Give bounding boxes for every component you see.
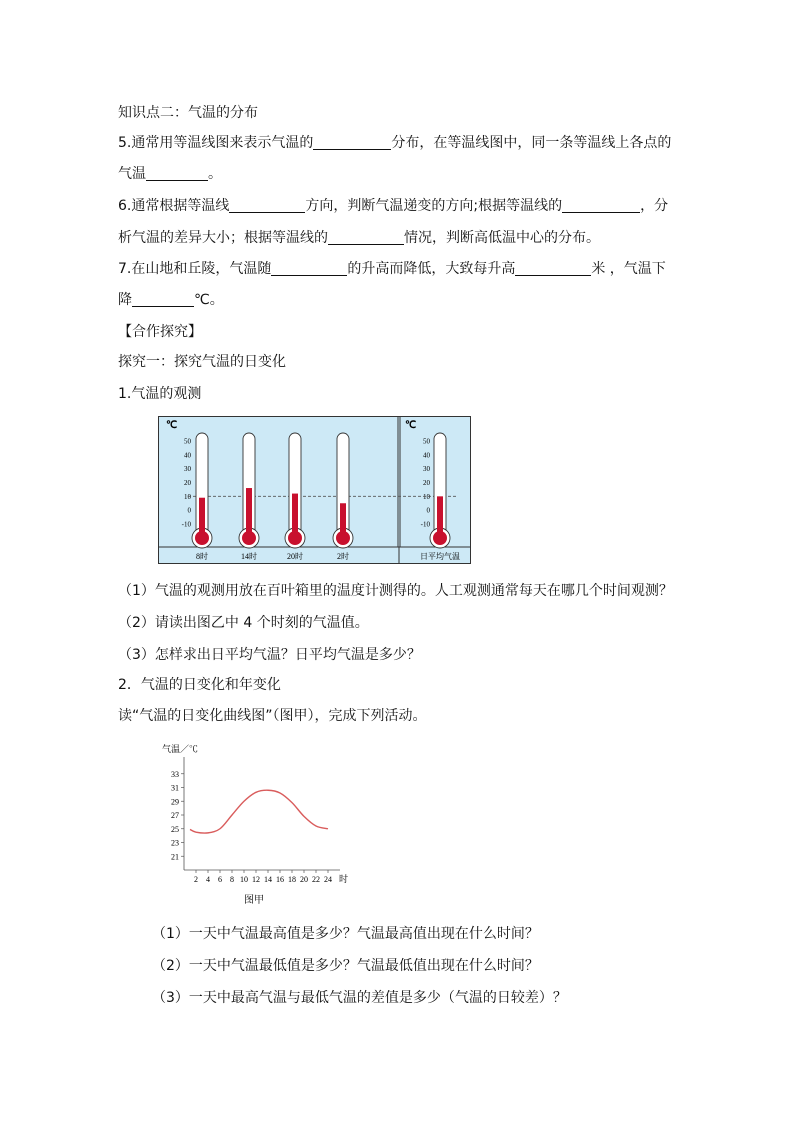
temperature-daily-chart — [158, 740, 358, 910]
mercury-column — [340, 503, 346, 534]
x-tick-label: 2 — [194, 875, 198, 884]
time-label: 20时 — [287, 552, 303, 561]
mercury-column — [437, 496, 443, 534]
question-6-line2 — [118, 228, 600, 248]
q7-text-d: 降 — [118, 292, 132, 308]
obs-question-3: （3）怎样求出日平均气温？日平均气温是多少？ — [118, 647, 421, 663]
fill-blank[interactable] — [271, 261, 347, 276]
y-tick-label: 33 — [171, 769, 179, 779]
q6-text-e: 情况，判断高低温中心的分布。 — [404, 230, 600, 246]
y-tick-label: 21 — [171, 852, 179, 862]
fill-blank[interactable] — [328, 230, 404, 245]
question-5-line1 — [118, 133, 671, 153]
q6-text-a: 6.通常根据等温线 — [118, 198, 230, 214]
coop-heading: 【合作探究】 — [118, 324, 202, 340]
change-title: 2．气温的日变化和年变化 — [118, 677, 281, 693]
explore-1-title: 探究一：探究气温的日变化 — [118, 354, 286, 370]
question-5-line2 — [118, 164, 222, 184]
tick-label: 0 — [426, 506, 430, 515]
q5-text-c: 气温 — [118, 166, 146, 182]
y-tick-label: 31 — [171, 783, 179, 793]
observation-title: 1.气温的观测 — [118, 386, 202, 402]
temperature-curve — [190, 790, 328, 833]
chart-question-2: （2）一天中气温最低值是多少？气温最低值出现在什么时间？ — [152, 958, 539, 974]
question-6-line1 — [118, 196, 668, 216]
x-tick-label: 16 — [276, 875, 284, 884]
x-tick-label: 6 — [218, 875, 222, 884]
y-tick-label: 25 — [171, 824, 179, 834]
fill-blank[interactable] — [229, 198, 305, 213]
chart-ylabel: 气温／℃ — [162, 744, 199, 754]
fill-blank[interactable] — [515, 261, 591, 276]
chart-xlabel: 时 — [339, 874, 349, 884]
time-label: 14时 — [241, 552, 257, 561]
time-label: 8时 — [196, 552, 208, 561]
x-tick-label: 14 — [264, 875, 272, 884]
tick-label: 30 — [423, 465, 430, 474]
obs-question-2: （2）请读出图乙中 4 个时刻的气温值。 — [118, 615, 369, 631]
mercury-column — [246, 488, 252, 534]
tick-label: 20 — [184, 479, 191, 487]
obs-question-1: （1）气温的观测用放在百叶箱里的温度计测得的。人工观测通常每天在哪几个时间观测？ — [118, 583, 673, 599]
question-7-line1 — [118, 259, 666, 279]
x-tick-label: 20 — [300, 875, 308, 884]
unit-label-2: ℃ — [405, 420, 417, 431]
x-tick-label: 10 — [240, 875, 248, 884]
y-tick-label: 23 — [171, 838, 179, 848]
tick-label: 50 — [184, 437, 191, 446]
mercury-column — [199, 498, 205, 534]
y-tick-label: 27 — [171, 811, 179, 820]
thermometer-figure — [158, 416, 472, 565]
x-tick-label: 8 — [230, 875, 234, 884]
tick-label: 40 — [423, 451, 430, 460]
q6-text-d: 析气温的差异大小；根据等温线的 — [118, 230, 328, 246]
fill-blank[interactable] — [562, 198, 640, 213]
fill-blank[interactable] — [132, 292, 194, 307]
q7-text-b: 的升高而降低，大致每升高 — [347, 261, 516, 277]
q7-text-a: 7.在山地和丘陵，气温随 — [118, 261, 272, 277]
chart-question-3: （3）一天中最高气温与最低气温的差值是多少（气温的日较差）？ — [152, 990, 567, 1006]
q7-text-c: 米 ，气温下 — [591, 261, 666, 277]
tick-label: 50 — [423, 437, 430, 446]
tick-label: -10 — [181, 520, 191, 529]
q5-text-b: 分布，在等温线图中，同一条等温线上各点的 — [391, 135, 672, 151]
q5-text-a: 5.通常用等温线图来表示气温的 — [118, 135, 314, 151]
tick-label: 10 — [423, 492, 430, 501]
chart-question-1: （1）一天中气温最高值是多少？气温最高值出现在什么时间？ — [152, 926, 539, 942]
y-tick-label: 29 — [171, 797, 179, 807]
tick-label: 40 — [184, 451, 191, 460]
x-tick-label: 4 — [206, 875, 210, 884]
time-label: 日平均气温 — [420, 552, 460, 561]
q6-text-b: 方向，判断气温递变的方向;根据等温线的 — [305, 198, 563, 214]
q7-text-e: ℃。 — [194, 292, 224, 308]
tick-label: -10 — [420, 520, 430, 529]
unit-label-1: ℃ — [166, 420, 178, 431]
q6-text-c: ，分 — [640, 198, 669, 214]
tick-label: 30 — [184, 465, 191, 474]
section-title: 知识点二：气温的分布 — [118, 105, 258, 121]
mercury-column — [292, 494, 298, 534]
fill-blank[interactable] — [146, 166, 208, 181]
q5-text-d: 。 — [208, 166, 222, 182]
tick-label: 0 — [187, 506, 191, 515]
question-7-line2 — [118, 290, 224, 310]
tick-label: 20 — [423, 479, 430, 487]
time-label: 2时 — [337, 552, 349, 561]
tick-label: 10 — [184, 492, 191, 501]
x-tick-label: 18 — [288, 875, 296, 884]
fill-blank[interactable] — [313, 135, 391, 150]
x-tick-label: 12 — [252, 875, 260, 884]
read-instruction: 读“气温的日变化曲线图”（图甲），完成下列活动。 — [118, 708, 427, 724]
x-tick-label: 22 — [312, 875, 320, 884]
chart-caption: 图甲 — [244, 895, 264, 906]
x-tick-label: 24 — [324, 875, 332, 884]
